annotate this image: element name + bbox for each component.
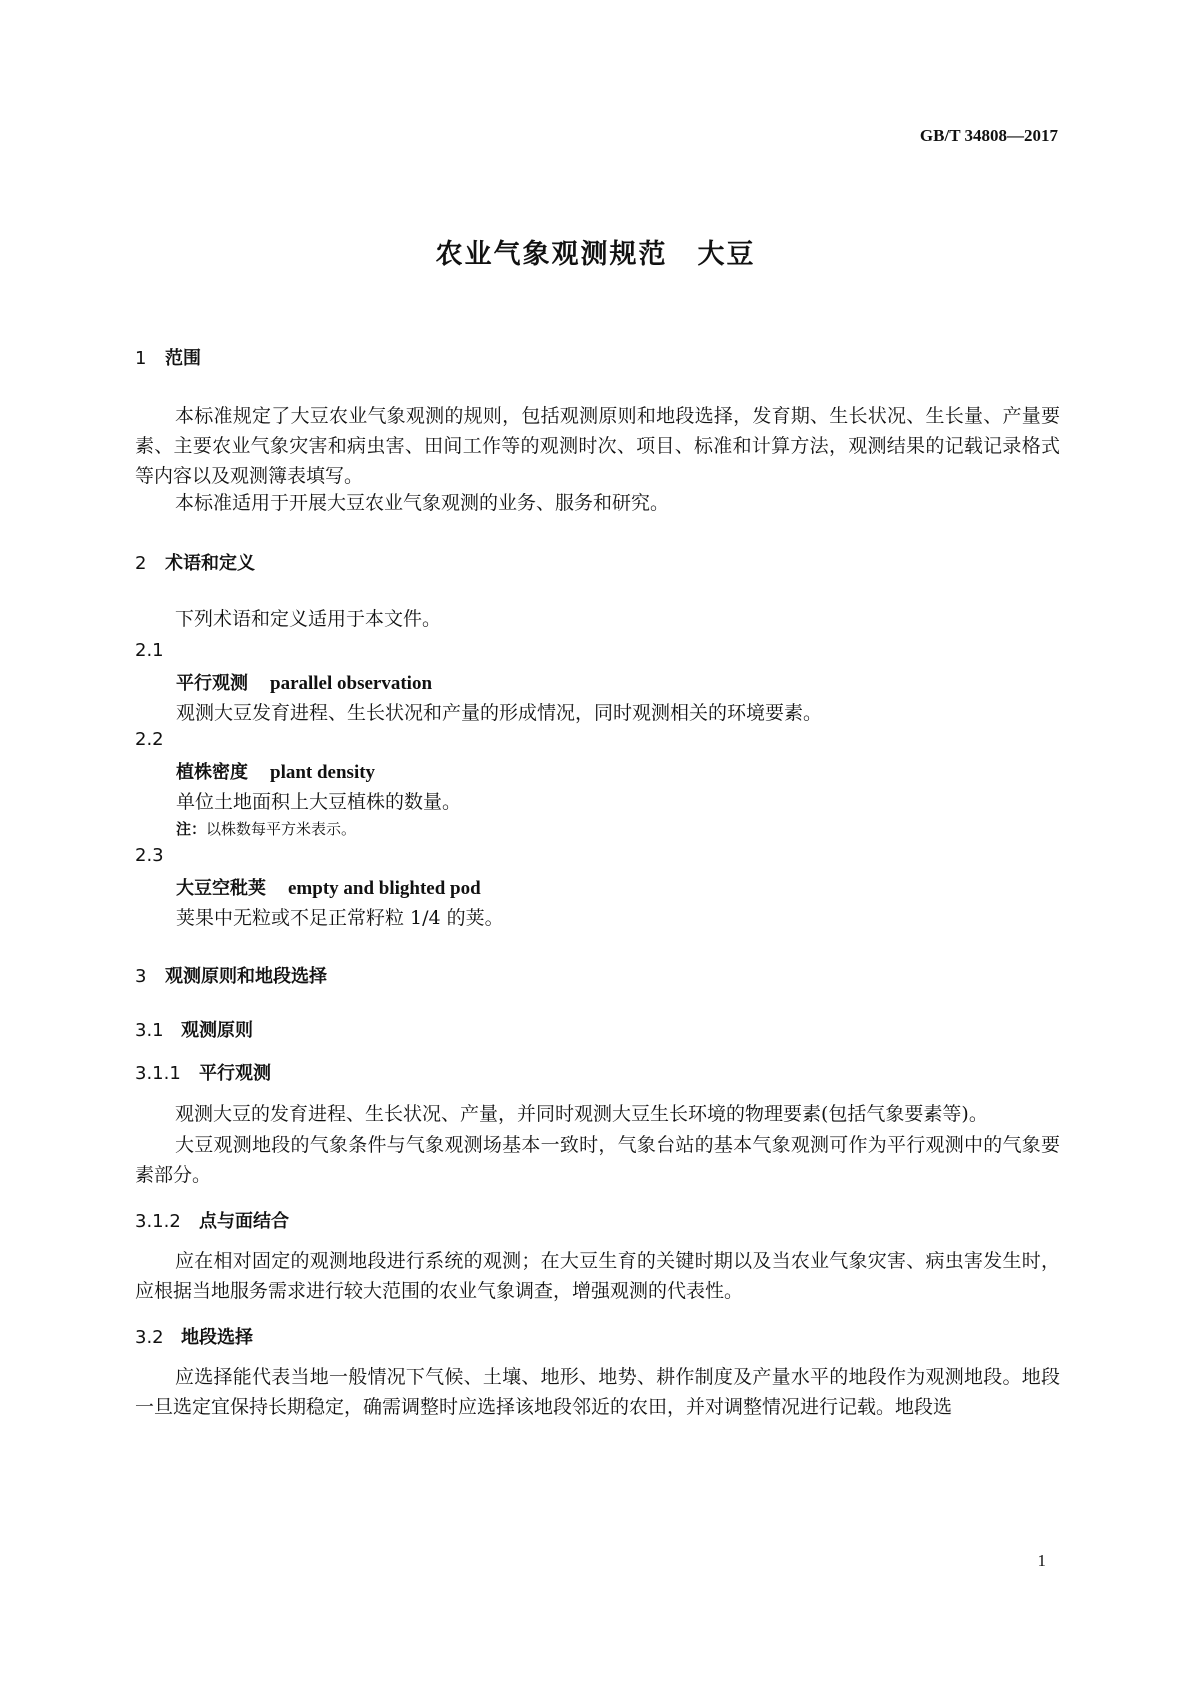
section-1-paragraph-1: 本标准规定了大豆农业气象观测的规则，包括观测原则和地段选择，发育期、生长状况、生长量、产量要素、主要农业气象灾害和病虫害、田间工作等的观测时次、项目、标准和计算方法，观测结果的记载记录格式等内容以及观测簿表填写。 bbox=[135, 405, 1060, 487]
term-note bbox=[176, 818, 356, 839]
term-heading bbox=[176, 874, 481, 900]
section-1-heading bbox=[135, 344, 201, 370]
note-text: 以株数每平方米表示。 bbox=[206, 820, 357, 838]
term-zh: 大豆空秕荚 bbox=[176, 878, 266, 899]
term-zh: 植株密度 bbox=[176, 762, 248, 783]
section-title: 观测原则 bbox=[181, 1020, 253, 1041]
page-number: 1 bbox=[1037, 1551, 1046, 1570]
term-definition: 荚果中无粒或不足正常籽粒 1/4 的荚。 bbox=[176, 907, 504, 929]
document-title bbox=[0, 232, 1191, 271]
section-number: 2 bbox=[135, 553, 147, 574]
section-3-1-2-heading bbox=[135, 1207, 289, 1233]
section-title: 平行观测 bbox=[199, 1063, 271, 1084]
title-main: 农业气象观测规范 bbox=[435, 239, 668, 270]
term-zh: 平行观测 bbox=[176, 673, 248, 694]
section-3-2-paragraph-1: 应选择能代表当地一般情况下气候、土壤、地形、地势、耕作制度及产量水平的地段作为观测地段。地段一旦选定宜保持长期稳定，确需调整时应选择该地段邻近的农田，并对调整情况进行记载。地段选 bbox=[135, 1366, 1060, 1418]
section-number: 3.1 bbox=[135, 1020, 164, 1041]
section-3-1-1-paragraph-2: 大豆观测地段的气象条件与气象观测场基本一致时，气象台站的基本气象观测可作为平行观测中的气象要素部分。 bbox=[135, 1134, 1060, 1186]
term-en: plant density bbox=[270, 762, 376, 783]
section-3-2-heading bbox=[135, 1323, 253, 1349]
term-definition: 观测大豆发育进程、生长状况和产量的形成情况，同时观测相关的环境要素。 bbox=[176, 702, 823, 724]
section-number: 3.1.1 bbox=[135, 1063, 181, 1084]
term-number: 2.2 bbox=[135, 729, 164, 750]
note-label: 注： bbox=[176, 820, 207, 838]
section-2-intro: 下列术语和定义适用于本文件。 bbox=[175, 608, 442, 630]
section-1-paragraph-2: 本标准适用于开展大豆农业气象观测的业务、服务和研究。 bbox=[175, 492, 670, 514]
section-3-1-1-paragraph-1: 观测大豆的发育进程、生长状况、产量，并同时观测大豆生长环境的物理要素(包括气象要素等)。 bbox=[175, 1103, 988, 1125]
section-title: 范围 bbox=[165, 348, 201, 369]
section-3-1-heading bbox=[135, 1016, 253, 1042]
section-number: 1 bbox=[135, 348, 147, 369]
term-number: 2.1 bbox=[135, 640, 164, 661]
term-heading bbox=[176, 758, 375, 784]
section-2-heading bbox=[135, 549, 255, 575]
section-3-heading bbox=[135, 962, 327, 988]
section-title: 观测原则和地段选择 bbox=[165, 966, 327, 987]
term-en: parallel observation bbox=[270, 673, 433, 694]
section-3-1-1-heading bbox=[135, 1059, 271, 1085]
section-title: 点与面结合 bbox=[199, 1211, 289, 1232]
section-title: 术语和定义 bbox=[165, 553, 255, 574]
term-definition: 单位土地面积上大豆植株的数量。 bbox=[176, 791, 462, 813]
term-number: 2.3 bbox=[135, 845, 164, 866]
section-3-1-2-paragraph-1: 应在相对固定的观测地段进行系统的观测；在大豆生育的关键时期以及当农业气象灾害、病虫害发生时，应根据当地服务需求进行较大范围的农业气象调查，增强观测的代表性。 bbox=[135, 1250, 1060, 1302]
title-sub: 大豆 bbox=[697, 239, 756, 270]
term-en: empty and blighted pod bbox=[288, 878, 481, 899]
section-number: 3 bbox=[135, 966, 147, 987]
term-heading bbox=[176, 669, 432, 695]
section-number: 3.2 bbox=[135, 1327, 164, 1348]
section-title: 地段选择 bbox=[181, 1327, 253, 1348]
section-number: 3.1.2 bbox=[135, 1211, 181, 1232]
standard-code: GB/T 34808—2017 bbox=[919, 126, 1058, 145]
